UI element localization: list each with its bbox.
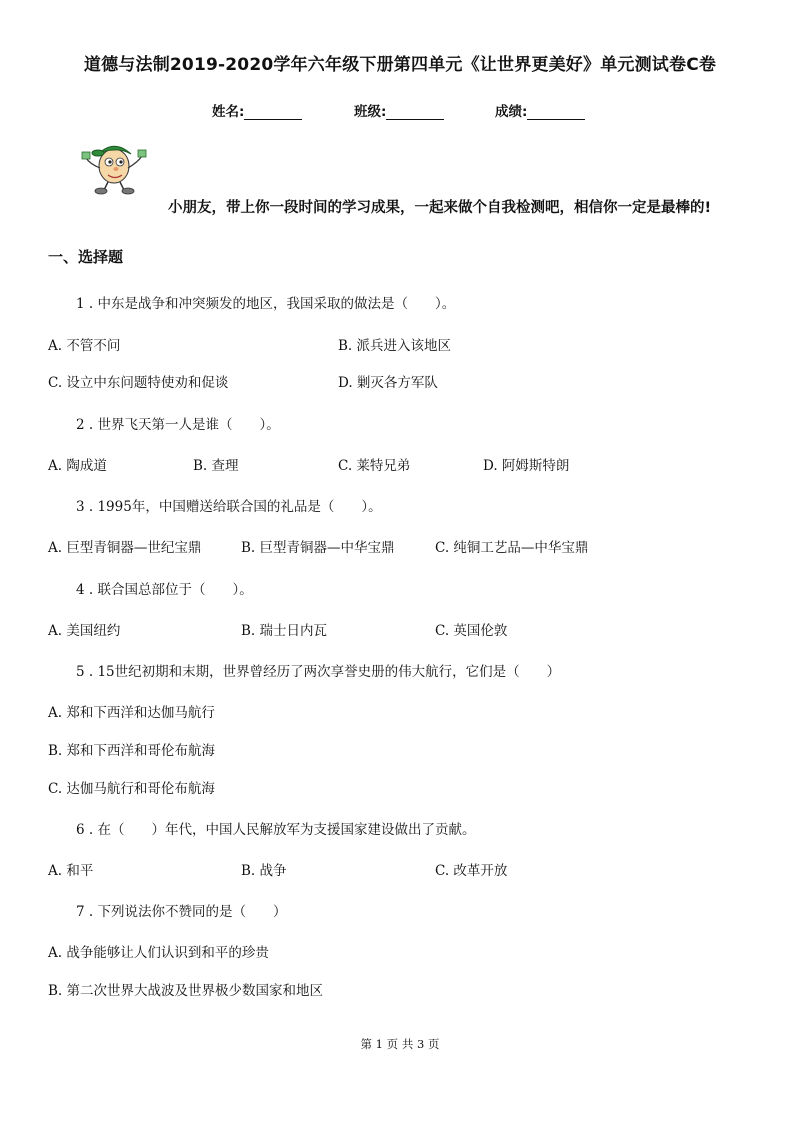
question-6-option-b[interactable]: B. 战争 xyxy=(241,863,287,879)
name-field xyxy=(212,100,302,120)
question-1-option-c[interactable]: C. 设立中东问题特使劝和促谈 xyxy=(48,375,229,391)
class-blank xyxy=(386,105,444,120)
question-2-option-d[interactable]: D. 阿姆斯特朗 xyxy=(483,458,570,474)
question-6-option-c[interactable]: C. 改革开放 xyxy=(435,863,508,879)
question-3-option-c[interactable]: C. 纯铜工艺品—中华宝鼎 xyxy=(435,540,589,556)
question-5-stem: 5 . 15世纪初期和末期，世界曾经历了两次享誉史册的伟大航行，它们是（ ） xyxy=(76,664,561,680)
mascot-illustration xyxy=(78,140,150,196)
page-title: 道德与法制2019-2020学年六年级下册第四单元《让世界更美好》单元测试卷C卷 xyxy=(83,55,717,75)
name-blank xyxy=(244,105,302,120)
question-5-option-b[interactable]: B. 郑和下西洋和哥伦布航海 xyxy=(48,743,216,759)
question-3-option-a[interactable]: A. 巨型青铜器—世纪宝鼎 xyxy=(48,540,202,556)
question-1-option-b[interactable]: B. 派兵进入该地区 xyxy=(338,338,452,354)
question-1-stem: 1 . 中东是战争和冲突频发的地区，我国采取的做法是（ ）。 xyxy=(76,296,456,312)
score-field xyxy=(495,100,585,120)
class-field xyxy=(354,100,444,120)
question-3-stem: 3 . 1995年，中国赠送给联合国的礼品是（ ）。 xyxy=(76,499,382,515)
score-blank xyxy=(527,105,585,120)
question-1-option-a[interactable]: A. 不管不问 xyxy=(48,338,121,354)
question-5-option-c[interactable]: C. 达伽马航行和哥伦布航海 xyxy=(48,781,215,797)
section-title-choice: 一、选择题 xyxy=(48,248,124,266)
question-2-option-b[interactable]: B. 查理 xyxy=(193,458,239,474)
class-label: 班级: xyxy=(354,104,387,120)
name-label: 姓名: xyxy=(212,104,245,120)
question-7-option-a[interactable]: A. 战争能够让人们认识到和平的珍贵 xyxy=(48,945,269,961)
question-4-stem: 4 . 联合国总部位于（ ）。 xyxy=(76,582,253,598)
question-2-stem: 2 . 世界飞天第一人是谁（ ）。 xyxy=(76,417,280,433)
question-3-option-b[interactable]: B. 巨型青铜器—中华宝鼎 xyxy=(241,540,395,556)
question-1-option-d[interactable]: D. 剿灭各方军队 xyxy=(338,375,438,391)
question-5-option-a[interactable]: A. 郑和下西洋和达伽马航行 xyxy=(48,705,215,721)
question-2-option-c[interactable]: C. 莱特兄弟 xyxy=(338,458,411,474)
score-label: 成绩: xyxy=(495,104,528,120)
question-7-option-b[interactable]: B. 第二次世界大战波及世界极少数国家和地区 xyxy=(48,983,324,999)
question-6-option-a[interactable]: A. 和平 xyxy=(48,863,94,879)
question-6-stem: 6 . 在（ ）年代，中国人民解放军为支援国家建设做出了贡献。 xyxy=(76,822,476,838)
question-4-option-a[interactable]: A. 美国纽约 xyxy=(48,623,121,639)
question-4-option-c[interactable]: C. 英国伦敦 xyxy=(435,623,508,639)
question-7-stem: 7 . 下列说法你不赞同的是（ ） xyxy=(76,904,287,920)
question-4-option-b[interactable]: B. 瑞士日内瓦 xyxy=(241,623,328,639)
question-2-option-a[interactable]: A. 陶成道 xyxy=(48,458,107,474)
page-footer: 第 1 页 共 3 页 xyxy=(360,1037,440,1051)
encouragement-text: 小朋友，带上你一段时间的学习成果，一起来做个自我检测吧，相信你一定是最棒的! xyxy=(168,200,712,216)
